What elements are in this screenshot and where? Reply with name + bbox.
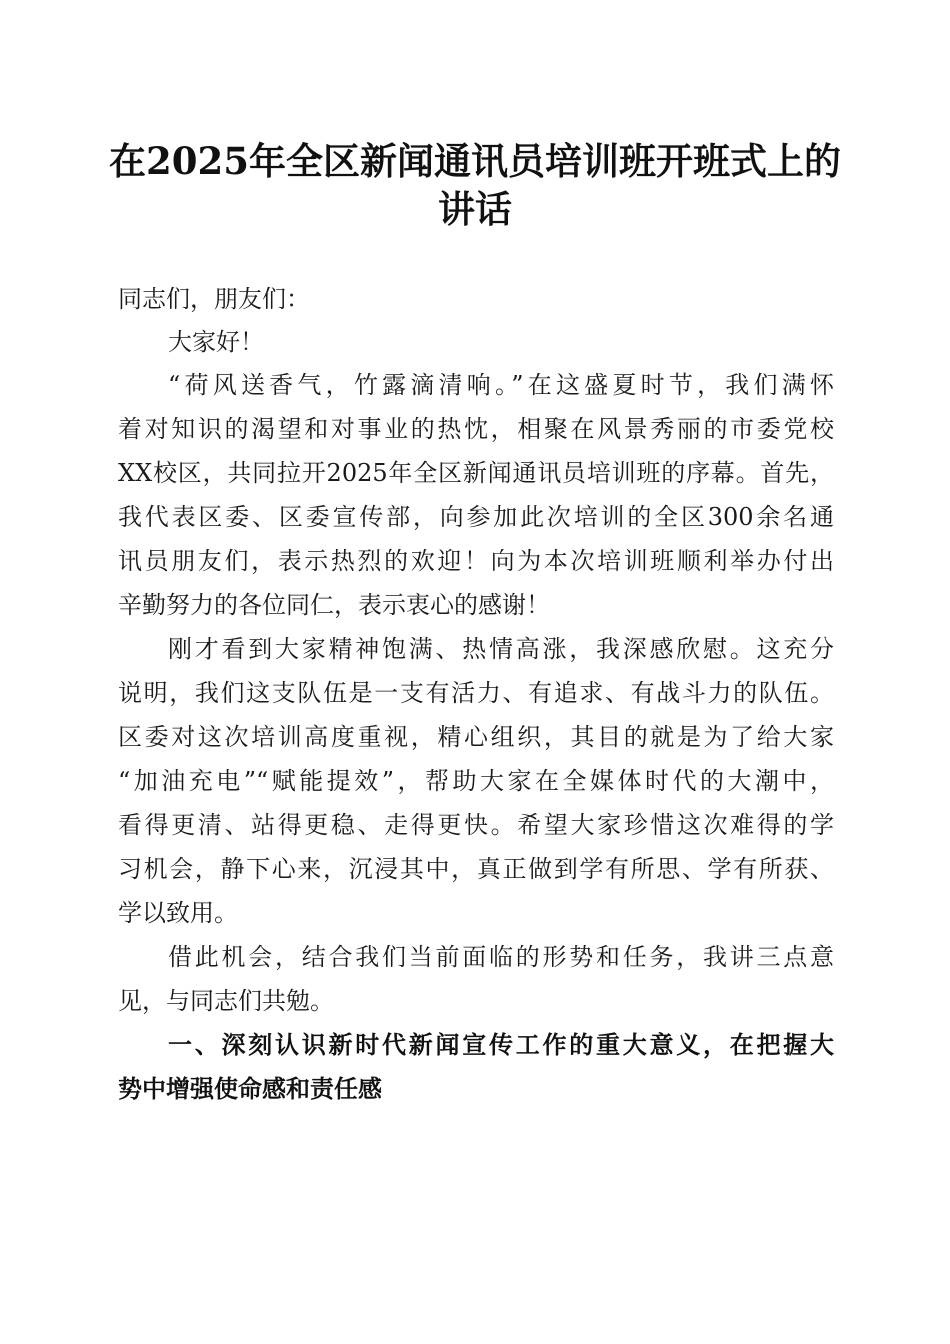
paragraph-line: 我代表区委、区委宣传部，向参加此次培训的全区300余名通: [118, 503, 834, 531]
paragraph-line: 区委对这次培训高度重视，精心组织，其目的就是为了给大家: [118, 723, 834, 751]
paragraph-line: 刚才看到大家精神饱满、热情高涨，我深感欣慰。这充分: [168, 635, 834, 663]
paragraph-line: 说明，我们这支队伍是一支有活力、有追求、有战斗力的队伍。: [118, 679, 834, 707]
paragraph-line: 见，与同志们共勉。: [118, 987, 334, 1015]
paragraph-line: 讯员朋友们，表示热烈的欢迎！向为本次培训班顺利举办付出: [118, 547, 834, 575]
paragraph-line: XX校区，共同拉开2025年全区新闻通讯员培训班的序幕。首先，: [118, 459, 834, 487]
salutation: 同志们，朋友们：: [118, 285, 310, 313]
paragraph-line: 看得更清、站得更稳、走得更快。希望大家珍惜这次难得的学: [118, 811, 834, 839]
paragraph-line: 习机会，静下心来，沉浸其中，真正做到学有所思、学有所获、: [118, 855, 834, 883]
paragraph-line: 着对知识的渴望和对事业的热忱，相聚在风景秀丽的市委党校: [118, 415, 834, 443]
document-title-line-2: 讲话: [438, 187, 512, 231]
paragraph-line: 学以致用。: [118, 899, 238, 927]
document-title-line-1: 在2025年全区新闻通讯员培训班开班式上的: [109, 139, 841, 183]
paragraph-line: “荷风送香气，竹露滴清响。”在这盛夏时节，我们满怀: [168, 371, 834, 399]
greeting: 大家好！: [168, 328, 264, 356]
section-heading-line-2: 势中增强使命感和责任感: [118, 1075, 382, 1103]
paragraph-line: 辛勤努力的各位同仁，表示衷心的感谢！: [118, 591, 550, 619]
paragraph-line: “加油充电”“赋能提效”，帮助大家在全媒体时代的大潮中，: [118, 767, 834, 795]
paragraph-line: 借此机会，结合我们当前面临的形势和任务，我讲三点意: [168, 943, 834, 971]
section-heading-line-1: 一、深刻认识新时代新闻宣传工作的重大意义，在把握大: [168, 1031, 834, 1059]
